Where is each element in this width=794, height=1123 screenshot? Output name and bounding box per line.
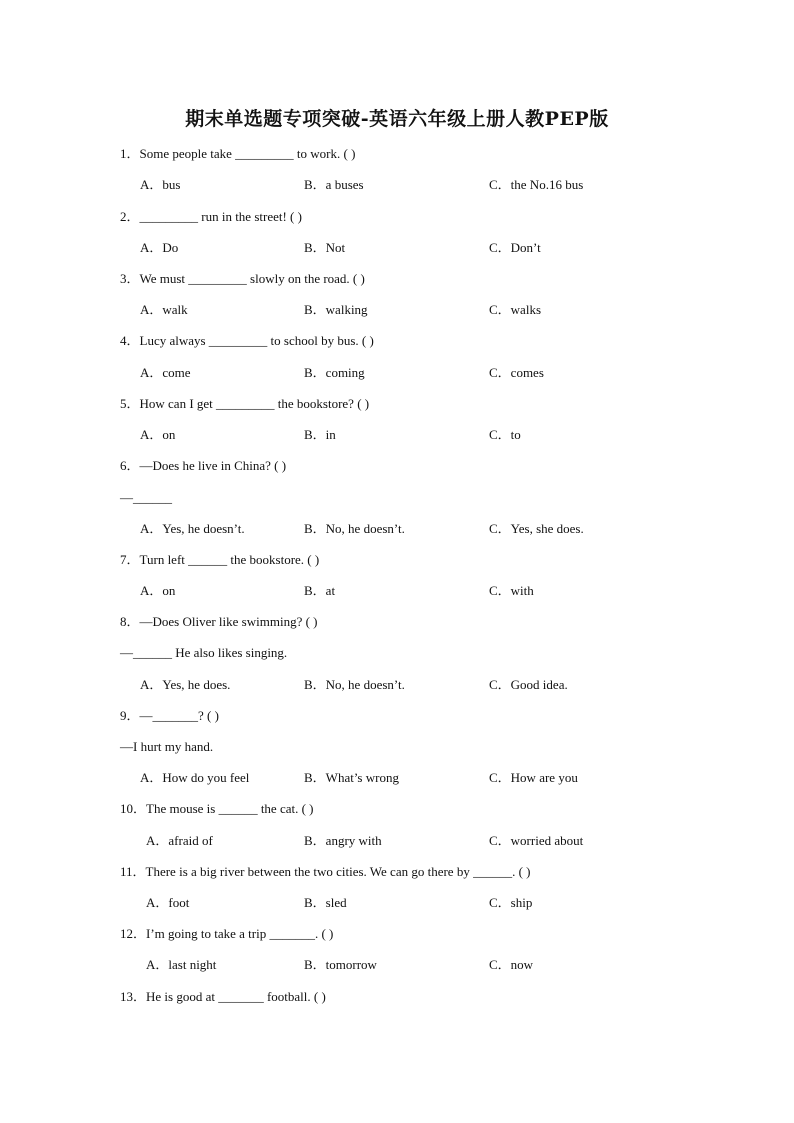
option-c[interactable]: C．to — [489, 427, 521, 442]
option-c[interactable]: C．worried about — [489, 833, 584, 848]
question-3: 3．We must _________ slowly on the road. ( ) — [120, 271, 365, 286]
question-9: 9．—_______? ( ) — [120, 708, 219, 723]
option-b[interactable]: B．sled — [304, 895, 347, 910]
option-b[interactable]: B．No, he doesn’t. — [304, 521, 405, 536]
option-a[interactable]: A．Yes, he does. — [140, 677, 231, 692]
option-b[interactable]: B．Not — [304, 240, 346, 255]
question-11: 11．There is a big river between the two cities. We can go there by ______. ( ) — [120, 864, 531, 879]
option-a[interactable]: A．How do you feel — [140, 770, 250, 785]
question-1: 1．Some people take _________ to work. ( ) — [120, 146, 356, 161]
answer-line-9: —I hurt my hand. — [120, 739, 214, 754]
option-c[interactable]: C．Yes, she does. — [489, 521, 584, 536]
option-c[interactable]: C．How are you — [489, 770, 578, 785]
question-10: 10．The mouse is ______ the cat. ( ) — [120, 801, 314, 816]
answer-line-6: —______ — [120, 490, 172, 505]
option-a[interactable]: A．on — [140, 427, 176, 442]
option-a[interactable]: A．walk — [140, 302, 188, 317]
option-c[interactable]: C．now — [489, 957, 534, 972]
option-a[interactable]: A．on — [140, 583, 176, 598]
question-4: 4．Lucy always _________ to school by bus. ( ) — [120, 333, 374, 348]
option-a[interactable]: A．come — [140, 365, 191, 380]
question-8: 8．—Does Oliver like swimming? ( ) — [120, 614, 318, 629]
option-a[interactable]: A．last night — [146, 957, 217, 972]
option-c[interactable]: C．ship — [489, 895, 533, 910]
option-c[interactable]: C．the No.16 bus — [489, 177, 584, 192]
question-5: 5．How can I get _________ the bookstore? ( ) — [120, 396, 370, 411]
option-a[interactable]: A．Do — [140, 240, 179, 255]
question-6: 6．—Does he live in China? ( ) — [120, 458, 287, 473]
option-b[interactable]: B．at — [304, 583, 336, 598]
option-a[interactable]: A．Yes, he doesn’t. — [140, 521, 245, 536]
option-a[interactable]: A．bus — [140, 177, 181, 192]
option-b[interactable]: B．in — [304, 427, 336, 442]
option-c[interactable]: C．Don’t — [489, 240, 541, 255]
option-b[interactable]: B．tomorrow — [304, 957, 377, 972]
question-13: 13．He is good at _______ football. ( ) — [120, 989, 326, 1004]
option-b[interactable]: B．What’s wrong — [304, 770, 399, 785]
question-2: 2．_________ run in the street! ( ) — [120, 209, 302, 224]
option-c[interactable]: C．Good idea. — [489, 677, 568, 692]
option-b[interactable]: B．walking — [304, 302, 368, 317]
option-a[interactable]: A．afraid of — [146, 833, 213, 848]
option-b[interactable]: B．coming — [304, 365, 365, 380]
option-b[interactable]: B．No, he doesn’t. — [304, 677, 405, 692]
option-c[interactable]: C．walks — [489, 302, 542, 317]
answer-line-8: —______ He also likes singing. — [120, 645, 288, 660]
option-b[interactable]: B．a buses — [304, 177, 364, 192]
option-c[interactable]: C．with — [489, 583, 534, 598]
option-a[interactable]: A．foot — [146, 895, 190, 910]
question-12: 12．I’m going to take a trip _______. ( ) — [120, 926, 334, 941]
option-c[interactable]: C．comes — [489, 365, 544, 380]
question-7: 7．Turn left ______ the bookstore. ( ) — [120, 552, 320, 567]
page-title: 期末单选题专项突破-英语六年级上册人教PEP版 — [185, 108, 609, 130]
option-b[interactable]: B．angry with — [304, 833, 382, 848]
